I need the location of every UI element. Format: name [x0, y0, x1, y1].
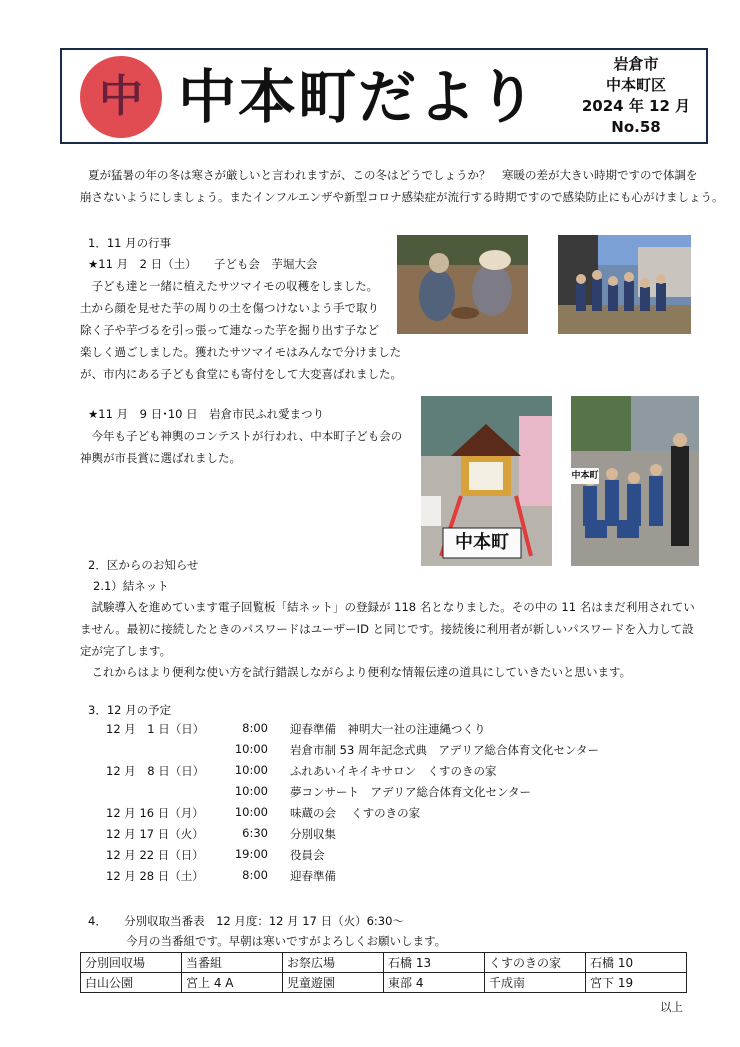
sec2-line: 試験導入を進めています電子回覧板「結ネット」の登録が 118 名となりました。その中の 11 名はまだ利用されてい — [80, 600, 695, 614]
schedule-time: 10:00 — [234, 805, 268, 819]
event2-line: 今年も子ども神輿のコンテストが行われ、中本町子ども会の — [80, 429, 403, 443]
sec4-note: 今月の当番組です。早朝は寒いですがよろしくお願いします。 — [126, 934, 447, 948]
schedule-time: 19:00 — [234, 847, 268, 861]
schedule-date: 12 月 28 日（土） — [106, 869, 204, 883]
logo-char: 中 — [99, 71, 143, 122]
schedule-time: 10:00 — [234, 784, 268, 798]
event1-title: ★11 月 2 日（土） 子ども会 芋堀大会 — [88, 257, 318, 271]
header-district: 中本町区 — [605, 76, 666, 94]
schedule-event: 迎春準備 神明大一社の注連縄つくり — [290, 722, 486, 736]
sec2-heading: 2．区からのお知らせ — [88, 558, 199, 572]
header-date: 2024 年 12 月 — [581, 97, 691, 115]
intro-line-1: 夏が猛暑の年の冬は寒さが厳しいと言われますが、この冬はどうでしょうか？ 寒暖の差が大きい時期ですので体調を — [88, 168, 698, 182]
event2-line: 神輿が市長賞に選ばれました。 — [80, 451, 241, 465]
duty-table — [80, 952, 687, 993]
mikoshi-sign: 中本町 — [455, 532, 509, 553]
event1-line: 土から顔を見せた芋の周りの土を傷つけないよう手で取り — [80, 301, 379, 315]
table-cell: 白山公園 — [81, 973, 182, 993]
table-cell: 児童遊園 — [283, 973, 384, 993]
kids-sign: 中本町 — [571, 471, 599, 481]
sec2-sub: 2.1）結ネット — [93, 579, 169, 593]
group-photo — [558, 235, 691, 334]
table-cell: 石橋 13 — [384, 953, 485, 973]
potato-digging-photo — [397, 235, 528, 334]
schedule-time: 6:30 — [242, 826, 268, 840]
schedule-time: 10:00 — [234, 763, 268, 777]
table-cell: 宮下 19 — [586, 973, 687, 993]
mikoshi-photo — [421, 396, 552, 566]
table-row — [81, 953, 687, 973]
table-cell: 当番組 — [182, 953, 283, 973]
district-logo — [80, 56, 162, 138]
schedule-time: 10:00 — [234, 742, 268, 756]
schedule-time: 8:00 — [242, 868, 268, 882]
table-cell: 東部 4 — [384, 973, 485, 993]
table-cell: 宮上 4 A — [182, 973, 283, 993]
schedule-event: 分別収集 — [290, 827, 336, 841]
schedule-event: 役員会 — [290, 848, 325, 862]
newsletter-title: 中本町だより — [178, 63, 539, 131]
sec3-heading: 3．12 月の予定 — [88, 703, 172, 717]
table-cell: お祭広場 — [283, 953, 384, 973]
table-cell: 千成南 — [485, 973, 586, 993]
table-cell: 石橋 10 — [586, 953, 687, 973]
schedule-date: 12 月 1 日（日） — [106, 722, 205, 736]
closing-text: 以上 — [660, 1000, 683, 1014]
schedule-time: 8:00 — [242, 721, 268, 735]
sec2-line: これからはより便利な使い方を試行錯誤しながらより便利な情報伝達の道具にしていきたいと思います。 — [80, 665, 632, 679]
header-city: 岩倉市 — [613, 55, 659, 73]
table-row — [81, 973, 687, 993]
kids-group-photo — [571, 396, 699, 566]
event2-title: ★11 月 9 日･10 日 岩倉市民ふれ愛まつり — [88, 407, 325, 421]
schedule-event: 味蔵の会 くすのきの家 — [290, 806, 421, 820]
sec2-line: ません。最初に接続したときのパスワードはユーザーID と同じです。接続後に利用者が新しいパスワードを入力して設 — [80, 622, 694, 636]
sec2-line: 定が完了します。 — [80, 644, 172, 658]
table-cell: くすのきの家 — [485, 953, 586, 973]
schedule-event: 迎春準備 — [290, 869, 336, 883]
event1-line: 楽しく過ごしました。獲れたサツマイモはみんなで分けました — [80, 345, 402, 359]
event1-line: 子ども達と一緒に植えたサツマイモの収穫をしました。 — [80, 279, 379, 293]
header-issue: No.58 — [611, 118, 661, 136]
schedule-event: ふれあいイキイキサロン くすのきの家 — [290, 764, 497, 778]
schedule-date: 12 月 17 日（火） — [106, 827, 204, 841]
schedule-date: 12 月 8 日（日） — [106, 764, 205, 778]
event1-line: が、市内にある子ども食堂にも寄付をして大変喜ばれました。 — [80, 367, 402, 381]
table-cell: 分別回収場 — [81, 953, 182, 973]
schedule-event: 夢コンサート アデリア総合体育文化センター — [290, 785, 532, 799]
event1-line: 除く子や芋づるを引っ張って連なった芋を掘り出す子など — [80, 323, 379, 337]
schedule-date: 12 月 22 日（日） — [106, 848, 204, 862]
schedule-date: 12 月 16 日（月） — [106, 806, 204, 820]
sec4-heading: 4． 分別収取当番表 12 月度：12 月 17 日（火）6:30～ — [88, 914, 404, 928]
schedule-event: 岩倉市制 53 周年記念式典 アデリア総合体育文化センター — [290, 743, 599, 757]
sec1-heading: 1．11 月の行事 — [88, 236, 172, 250]
intro-line-2: 崩さないようにしましょう。またインフルエンザや新型コロナ感染症が流行する時期ですので感染防止にも心がけましょう。 — [80, 190, 724, 204]
